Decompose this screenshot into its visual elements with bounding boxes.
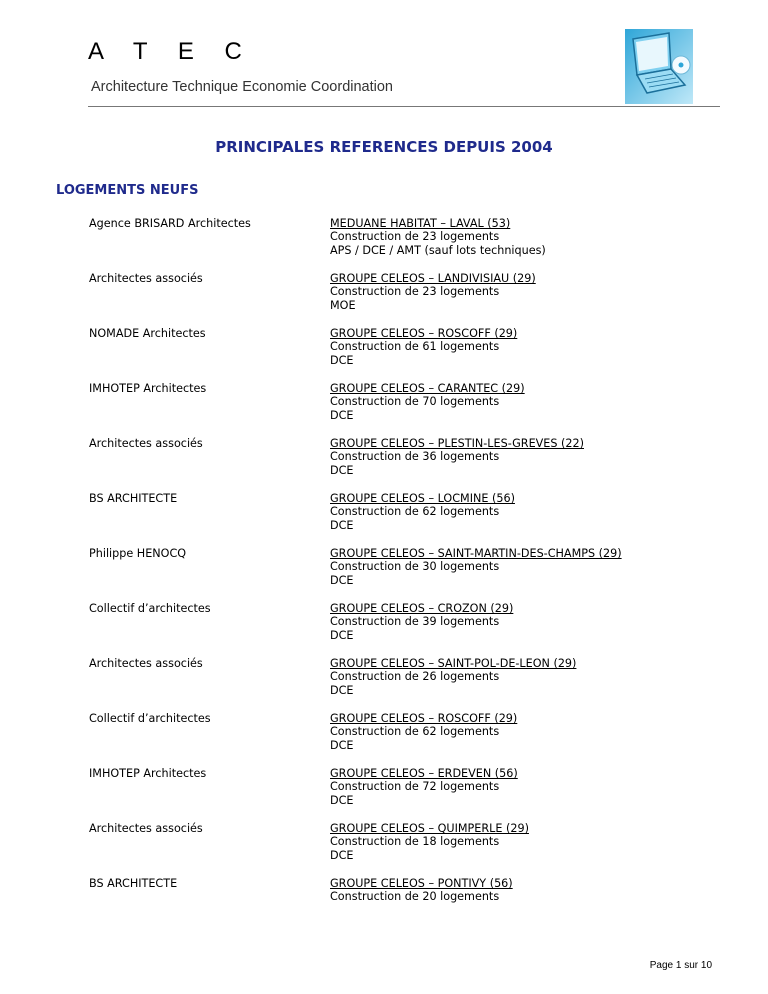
- reference-row: [0, 382, 768, 437]
- reference-title: GROUPE CELEOS – LANDIVISIAU (29): [330, 272, 536, 285]
- reference-row: [0, 437, 768, 492]
- reference-title: GROUPE CELEOS – SAINT-POL-DE-LEON (29): [330, 657, 577, 670]
- section-title: LOGEMENTS NEUFS: [56, 183, 199, 198]
- reference-mission: DCE: [330, 463, 354, 477]
- reference-architect: Philippe HENOCQ: [89, 547, 187, 560]
- reference-architect: Architectes associés: [89, 437, 203, 450]
- reference-row: [0, 822, 768, 877]
- reference-description: Construction de 23 logements: [330, 285, 500, 299]
- reference-mission: DCE: [330, 408, 354, 422]
- reference-details: [330, 217, 546, 257]
- reference-title: GROUPE CELEOS – PLESTIN-LES-GREVES (22): [330, 437, 584, 450]
- reference-architect: IMHOTEP Architectes: [89, 382, 207, 395]
- reference-mission: DCE: [330, 573, 354, 587]
- reference-row: [0, 547, 768, 602]
- page-header: [0, 0, 768, 110]
- page-number: Page 1 sur 10: [649, 960, 712, 971]
- reference-details: [330, 492, 515, 532]
- reference-row: [0, 217, 768, 272]
- reference-details: [330, 712, 517, 752]
- reference-details: [330, 657, 576, 697]
- reference-details: [330, 547, 622, 587]
- reference-row: [0, 877, 768, 932]
- reference-architect: Collectif d’architectes: [89, 602, 211, 615]
- reference-row: [0, 327, 768, 382]
- reference-title: GROUPE CELEOS – ROSCOFF (29): [330, 712, 518, 725]
- reference-title: MEDUANE HABITAT – LAVAL (53): [330, 217, 511, 230]
- reference-title: GROUPE CELEOS – ERDEVEN (56): [330, 767, 518, 780]
- references-list: [0, 217, 768, 932]
- reference-architect: BS ARCHITECTE: [89, 492, 178, 505]
- reference-details: [330, 877, 513, 904]
- reference-row: [0, 712, 768, 767]
- reference-title: GROUPE CELEOS – ROSCOFF (29): [330, 327, 518, 340]
- reference-architect: Agence BRISARD Architectes: [89, 217, 251, 230]
- reference-architect: Architectes associés: [89, 657, 203, 670]
- reference-architect: BS ARCHITECTE: [89, 877, 178, 890]
- reference-description: Construction de 39 logements: [330, 615, 500, 629]
- reference-description: Construction de 26 logements: [330, 670, 500, 684]
- reference-title: GROUPE CELEOS – SAINT-MARTIN-DES-CHAMPS (29): [330, 547, 622, 560]
- reference-mission: DCE: [330, 738, 354, 752]
- reference-details: [330, 822, 529, 862]
- reference-mission: APS / DCE / AMT (sauf lots techniques): [330, 243, 546, 257]
- company-subtitle: Architecture Technique Economie Coordination: [91, 79, 393, 95]
- reference-details: [330, 437, 584, 477]
- reference-description: Construction de 72 logements: [330, 780, 500, 794]
- reference-architect: Architectes associés: [89, 822, 203, 835]
- reference-description: Construction de 62 logements: [330, 725, 500, 739]
- reference-title: GROUPE CELEOS – CARANTEC (29): [330, 382, 525, 395]
- reference-details: [330, 602, 513, 642]
- reference-details: [330, 767, 518, 807]
- reference-mission: DCE: [330, 793, 354, 807]
- reference-title: GROUPE CELEOS – LOCMINE (56): [330, 492, 515, 505]
- reference-description: Construction de 61 logements: [330, 340, 500, 354]
- reference-mission: DCE: [330, 683, 354, 697]
- reference-mission: DCE: [330, 353, 354, 367]
- header-divider: [88, 106, 720, 107]
- reference-architect: IMHOTEP Architectes: [89, 767, 207, 780]
- reference-details: [330, 327, 517, 367]
- reference-title: GROUPE CELEOS – QUIMPERLE (29): [330, 822, 529, 835]
- reference-title: GROUPE CELEOS – PONTIVY (56): [330, 877, 513, 890]
- reference-title: GROUPE CELEOS – CROZON (29): [330, 602, 514, 615]
- reference-row: [0, 767, 768, 822]
- reference-description: Construction de 18 logements: [330, 835, 500, 849]
- reference-description: Construction de 70 logements: [330, 395, 500, 409]
- reference-architect: NOMADE Architectes: [89, 327, 206, 340]
- laptop-cd-icon: [625, 29, 693, 104]
- reference-mission: MOE: [330, 298, 356, 312]
- reference-details: [330, 382, 525, 422]
- reference-row: [0, 657, 768, 712]
- page-title: PRINCIPALES REFERENCES DEPUIS 2004: [215, 138, 553, 156]
- reference-description: Construction de 62 logements: [330, 505, 500, 519]
- reference-description: Construction de 30 logements: [330, 560, 500, 574]
- reference-mission: DCE: [330, 628, 354, 642]
- reference-row: [0, 492, 768, 547]
- reference-mission: DCE: [330, 518, 354, 532]
- reference-row: [0, 272, 768, 327]
- reference-description: Construction de 20 logements: [330, 890, 500, 904]
- reference-description: Construction de 36 logements: [330, 450, 500, 464]
- company-logo: A T E C: [88, 38, 254, 65]
- reference-architect: Collectif d’architectes: [89, 712, 211, 725]
- reference-architect: Architectes associés: [89, 272, 203, 285]
- reference-details: [330, 272, 536, 312]
- reference-description: Construction de 23 logements: [330, 230, 500, 244]
- reference-row: [0, 602, 768, 657]
- reference-mission: DCE: [330, 848, 354, 862]
